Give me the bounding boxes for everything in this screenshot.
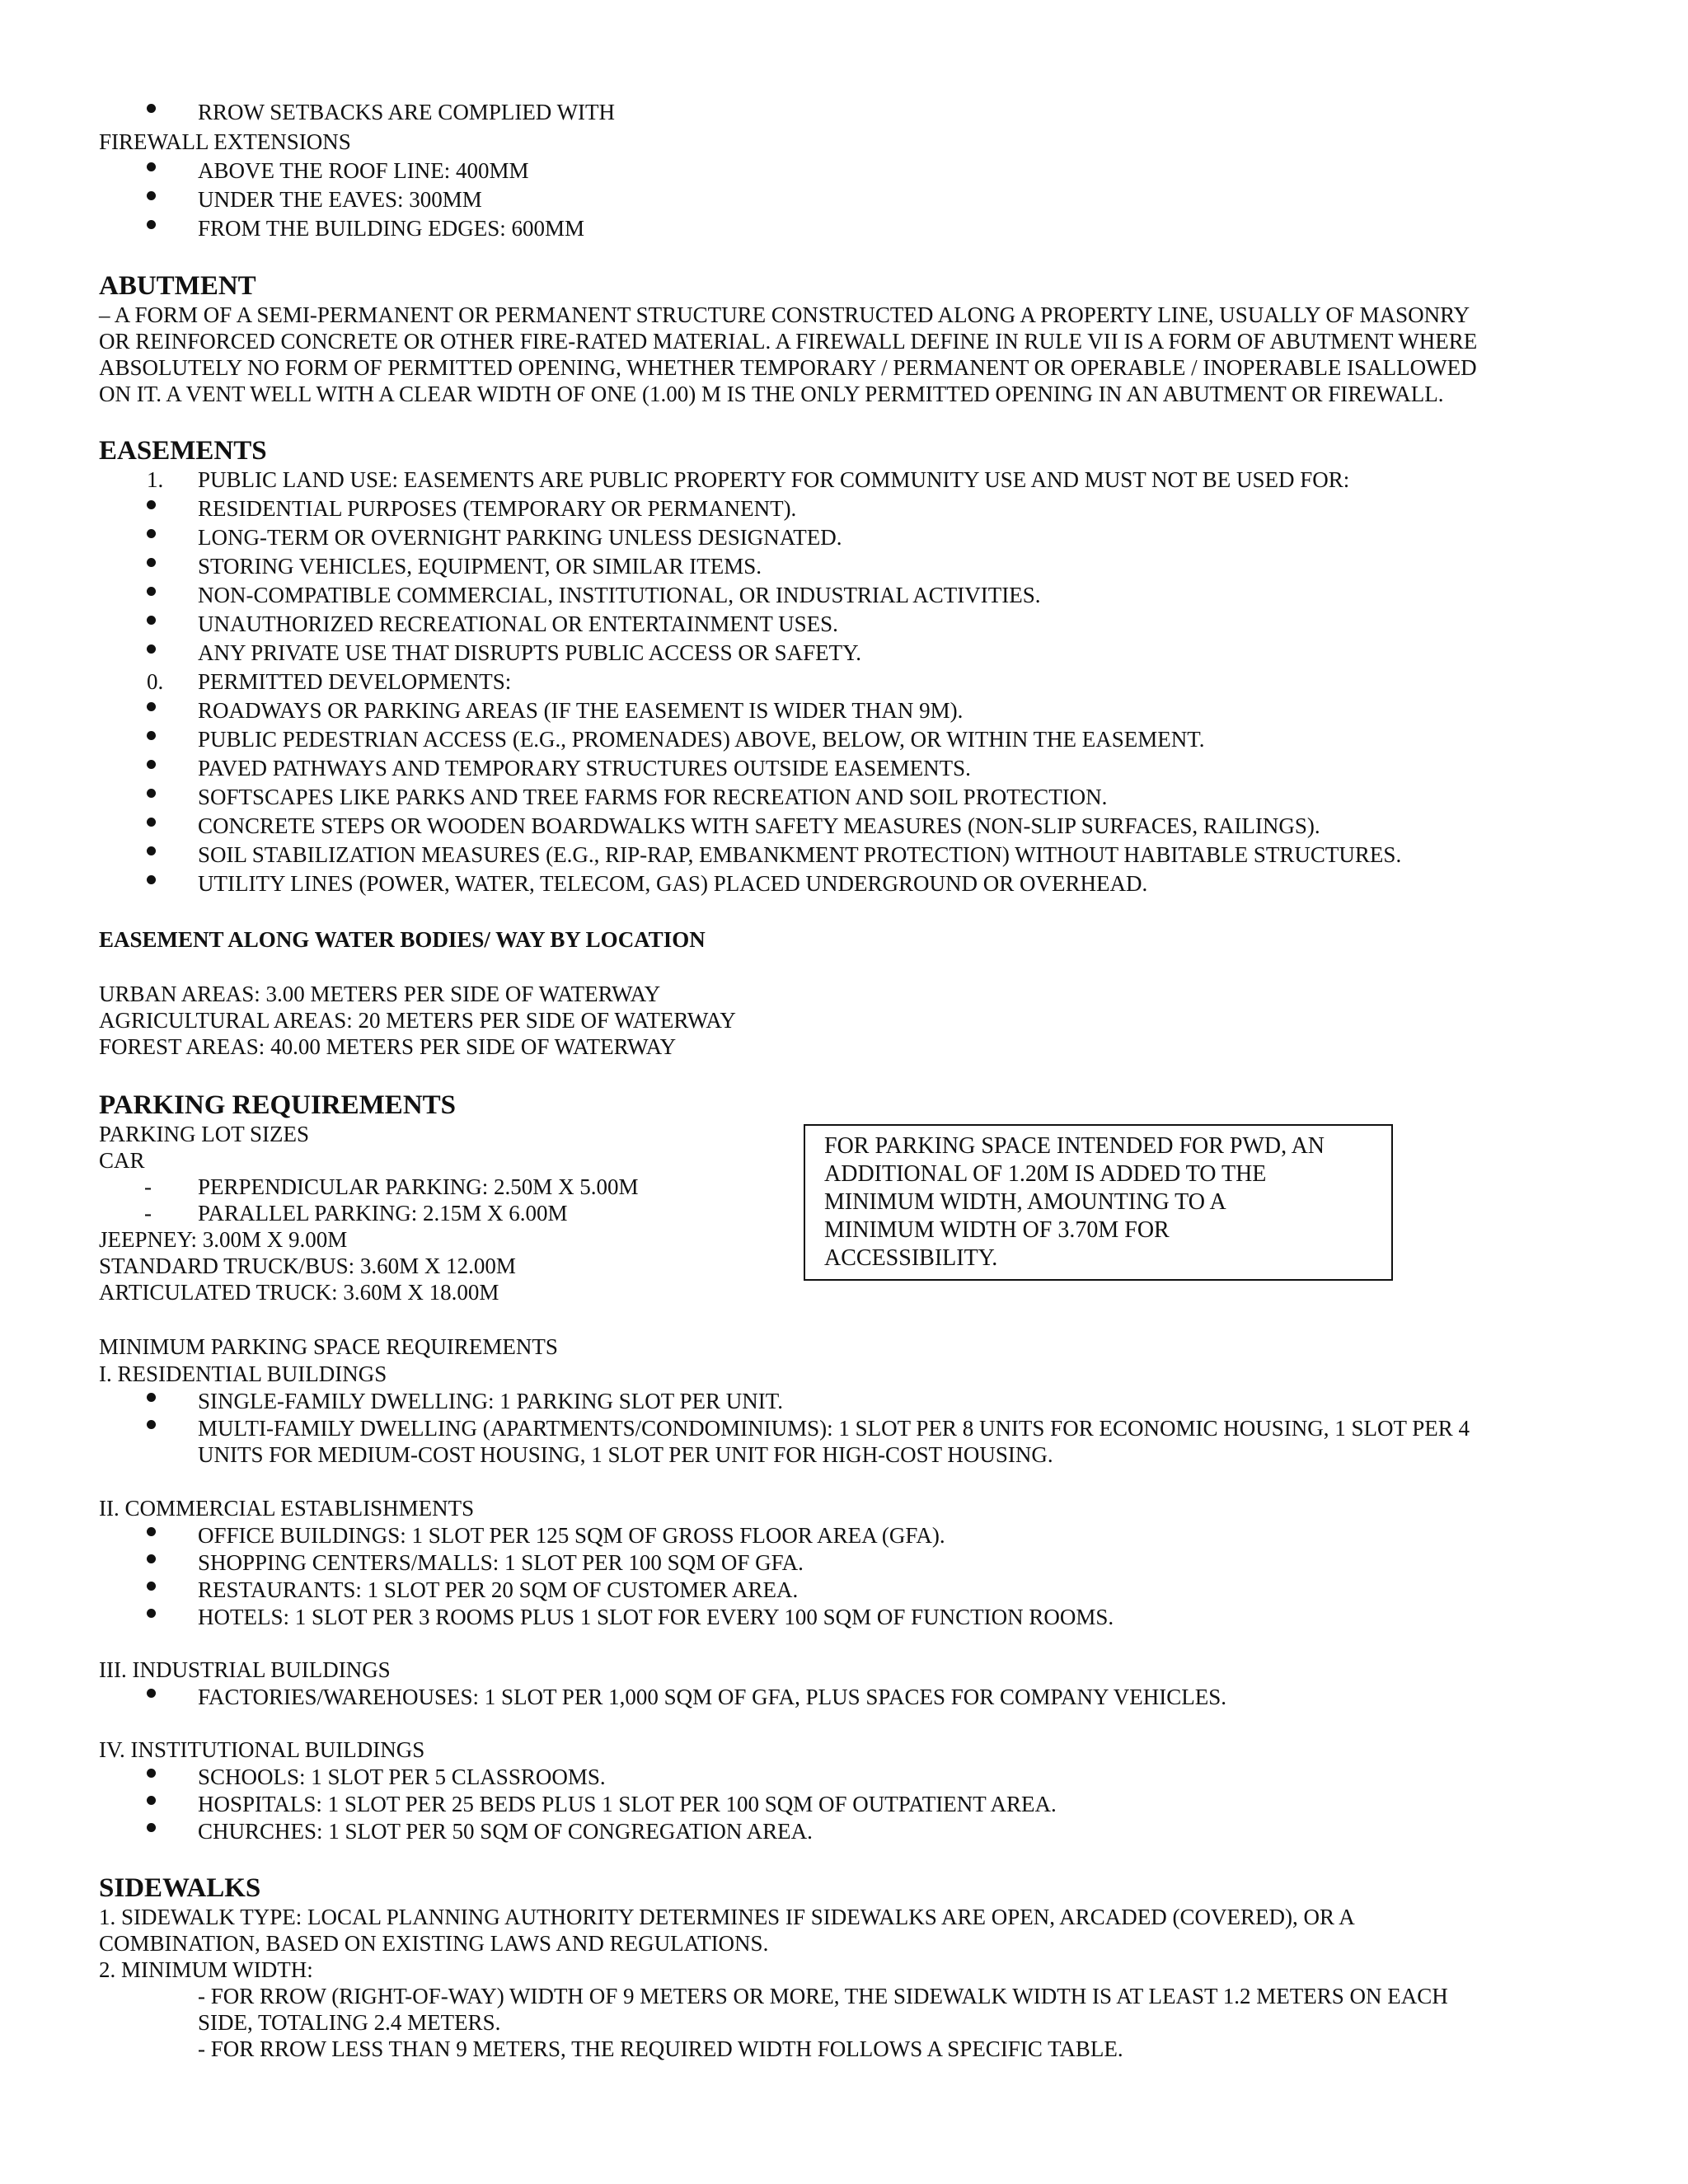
list-item: SHOPPING CENTERS/MALLS: 1 SLOT PER 100 SQM OF GFA. — [198, 1550, 804, 1575]
list-item: NON-COMPATIBLE COMMERCIAL, INSTITUTIONAL, OR INDUSTRIAL ACTIVITIES. — [198, 583, 1041, 607]
bullet-icon — [147, 760, 156, 769]
water-easement-heading: EASEMENT ALONG WATER BODIES/ WAY BY LOCATION — [99, 927, 706, 952]
vehicle-size-line: STANDARD TRUCK/BUS: 3.60M X 12.00M — [99, 1254, 516, 1278]
bullet-icon — [147, 104, 156, 113]
bullet-icon — [147, 616, 156, 625]
bullet-icon — [147, 1769, 156, 1778]
firewall-item: ABOVE THE ROOF LINE: 400MM — [198, 158, 529, 183]
list-item: CHURCHES: 1 SLOT PER 50 SQM OF CONGREGATION AREA. — [198, 1819, 813, 1844]
firewall-item: UNDER THE EAVES: 300MM — [198, 187, 482, 212]
bullet-icon — [147, 702, 156, 711]
bullet-icon — [147, 220, 156, 229]
list-item: SOIL STABILIZATION MEASURES (E.G., RIP-RAP, EMBANKMENT PROTECTION) WITHOUT HABITABLE STRUCTURES. — [198, 842, 1402, 867]
list-item: OFFICE BUILDINGS: 1 SLOT PER 125 SQM OF GROSS FLOOR AREA (GFA). — [198, 1523, 945, 1548]
bullet-icon — [147, 162, 156, 171]
bullet-icon — [147, 731, 156, 740]
commercial-title: II. COMMERCIAL ESTABLISHMENTS — [99, 1496, 475, 1521]
bullet-icon — [147, 1582, 156, 1591]
list-item: MULTI-FAMILY DWELLING (APARTMENTS/CONDOMINIUMS): 1 SLOT PER 8 UNITS FOR ECONOMIC HOUSING, 1 SLOT PER 4 — [198, 1416, 1470, 1441]
list-number: 0. — [147, 669, 164, 694]
bullet-icon — [147, 1527, 156, 1536]
parking-heading: PARKING REQUIREMENTS — [99, 1090, 457, 1120]
sidewalks-heading: SIDEWALKS — [99, 1873, 261, 1903]
list-item: SCHOOLS: 1 SLOT PER 5 CLASSROOMS. — [198, 1765, 606, 1789]
pwd-note-line: FOR PARKING SPACE INTENDED FOR PWD, AN — [824, 1133, 1325, 1159]
bullet-icon — [147, 558, 156, 567]
sidewalk-sub-line: SIDE, TOTALING 2.4 METERS. — [198, 2010, 501, 2035]
industrial-title: III. INDUSTRIAL BUILDINGS — [99, 1657, 391, 1682]
firewall-item: FROM THE BUILDING EDGES: 600MM — [198, 216, 585, 241]
bullet-icon — [147, 1796, 156, 1805]
bullet-icon — [147, 818, 156, 827]
easements-heading: EASEMENTS — [99, 436, 267, 466]
easement-item-permitted: PERMITTED DEVELOPMENTS: — [198, 669, 512, 694]
list-item: ANY PRIVATE USE THAT DISRUPTS PUBLIC ACCESS OR SAFETY. — [198, 640, 861, 665]
vehicle-size-line: JEEPNEY: 3.00M X 9.00M — [99, 1227, 348, 1252]
sidewalk-text-line: 1. SIDEWALK TYPE: LOCAL PLANNING AUTHORITY DETERMINES IF SIDEWALKS ARE OPEN, ARCADED (COVERED), OR A — [99, 1905, 1355, 1929]
list-item: CONCRETE STEPS OR WOODEN BOARDWALKS WITH SAFETY MEASURES (NON-SLIP SURFACES, RAILINGS). — [198, 813, 1320, 838]
bullet-icon — [147, 500, 156, 509]
car-label: CAR — [99, 1148, 145, 1173]
firewall-extensions-title: FIREWALL EXTENSIONS — [99, 129, 351, 154]
list-item: PAVED PATHWAYS AND TEMPORARY STRUCTURES OUTSIDE EASEMENTS. — [198, 756, 971, 780]
parking-lot-sizes-label: PARKING LOT SIZES — [99, 1122, 310, 1146]
list-item: UNAUTHORIZED RECREATIONAL OR ENTERTAINMENT USES. — [198, 612, 838, 636]
list-item: SINGLE-FAMILY DWELLING: 1 PARKING SLOT PER UNIT. — [198, 1389, 784, 1413]
pwd-note-line: ACCESSIBILITY. — [824, 1245, 998, 1271]
bullet-icon — [147, 529, 156, 538]
list-item: ROADWAYS OR PARKING AREAS (IF THE EASEMENT IS WIDER THAN 9M). — [198, 698, 964, 723]
sidewalk-text-line: COMBINATION, BASED ON EXISTING LAWS AND REGULATIONS. — [99, 1931, 769, 1956]
dash-marker: - — [144, 1201, 152, 1226]
sidewalk-sub-line: - FOR RROW LESS THAN 9 METERS, THE REQUIRED WIDTH FOLLOWS A SPECIFIC TABLE. — [198, 2036, 1123, 2061]
bullet-icon — [147, 587, 156, 596]
bullet-icon — [147, 1689, 156, 1698]
abutment-text-line: ON IT. A VENT WELL WITH A CLEAR WIDTH OF ONE (1.00) M IS THE ONLY PERMITTED OPENING IN AN ABUTMENT OR FIREWALL. — [99, 382, 1444, 406]
min-parking-title: MINIMUM PARKING SPACE REQUIREMENTS — [99, 1334, 558, 1359]
bullet-icon — [147, 1420, 156, 1429]
dash-marker: - — [144, 1174, 152, 1199]
abutment-heading: ABUTMENT — [99, 271, 256, 301]
list-item: UTILITY LINES (POWER, WATER, TELECOM, GAS) PLACED UNDERGROUND OR OVERHEAD. — [198, 871, 1148, 896]
list-item: FACTORIES/WAREHOUSES: 1 SLOT PER 1,000 SQM OF GFA, PLUS SPACES FOR COMPANY VEHICLES. — [198, 1685, 1227, 1709]
bullet-icon — [147, 789, 156, 798]
list-item: STORING VEHICLES, EQUIPMENT, OR SIMILAR ITEMS. — [198, 554, 762, 579]
bullet-icon — [147, 644, 156, 654]
sidewalk-text-line: 2. MINIMUM WIDTH: — [99, 1957, 313, 1982]
water-easement-line: AGRICULTURAL AREAS: 20 METERS PER SIDE OF WATERWAY — [99, 1008, 736, 1033]
list-item: PUBLIC PEDESTRIAN ACCESS (E.G., PROMENADES) ABOVE, BELOW, OR WITHIN THE EASEMENT. — [198, 727, 1205, 752]
bullet-icon — [147, 846, 156, 855]
bullet-icon — [147, 1554, 156, 1563]
list-item: RESIDENTIAL PURPOSES (TEMPORARY OR PERMANENT). — [198, 496, 797, 521]
abutment-text-line: – A FORM OF A SEMI-PERMANENT OR PERMANENT STRUCTURE CONSTRUCTED ALONG A PROPERTY LINE, USUALLY OF MASONRY — [99, 302, 1470, 327]
water-easement-line: URBAN AREAS: 3.00 METERS PER SIDE OF WATERWAY — [99, 982, 661, 1006]
bullet-icon — [147, 1393, 156, 1402]
institutional-title: IV. INSTITUTIONAL BUILDINGS — [99, 1737, 425, 1762]
pwd-note-line: MINIMUM WIDTH, AMOUNTING TO A — [824, 1189, 1226, 1215]
car-size-item: PERPENDICULAR PARKING: 2.50M X 5.00M — [198, 1174, 639, 1199]
vehicle-size-line: ARTICULATED TRUCK: 3.60M X 18.00M — [99, 1280, 499, 1305]
bullet-icon — [147, 1609, 156, 1618]
pwd-note-line: MINIMUM WIDTH OF 3.70M FOR — [824, 1217, 1170, 1243]
list-item: HOSPITALS: 1 SLOT PER 25 BEDS PLUS 1 SLOT PER 100 SQM OF OUTPATIENT AREA. — [198, 1792, 1057, 1816]
list-item: LONG-TERM OR OVERNIGHT PARKING UNLESS DESIGNATED. — [198, 525, 842, 550]
water-easement-line: FOREST AREAS: 40.00 METERS PER SIDE OF WATERWAY — [99, 1034, 677, 1059]
abutment-text-line: ABSOLUTELY NO FORM OF PERMITTED OPENING, WHETHER TEMPORARY / PERMANENT OR OPERABLE / INOPERABLE ISALLOWED — [99, 355, 1477, 380]
rrow-setback-item: RROW SETBACKS ARE COMPLIED WITH — [198, 100, 616, 124]
bullet-icon — [147, 191, 156, 200]
car-size-item: PARALLEL PARKING: 2.15M X 6.00M — [198, 1201, 568, 1226]
bullet-icon — [147, 875, 156, 884]
list-item: SOFTSCAPES LIKE PARKS AND TREE FARMS FOR RECREATION AND SOIL PROTECTION. — [198, 785, 1108, 809]
list-item: RESTAURANTS: 1 SLOT PER 20 SQM OF CUSTOMER AREA. — [198, 1577, 799, 1602]
pwd-note-line: ADDITIONAL OF 1.20M IS ADDED TO THE — [824, 1161, 1267, 1187]
list-number: 1. — [147, 467, 164, 492]
easement-item-public-land-use: PUBLIC LAND USE: EASEMENTS ARE PUBLIC PROPERTY FOR COMMUNITY USE AND MUST NOT BE USED FOR: — [198, 467, 1350, 492]
list-item: HOTELS: 1 SLOT PER 3 ROOMS PLUS 1 SLOT FOR EVERY 100 SQM OF FUNCTION ROOMS. — [198, 1605, 1114, 1629]
list-item-continuation: UNITS FOR MEDIUM-COST HOUSING, 1 SLOT PER UNIT FOR HIGH-COST HOUSING. — [198, 1442, 1053, 1467]
abutment-text-line: OR REINFORCED CONCRETE OR OTHER FIRE-RATED MATERIAL. A FIREWALL DEFINE IN RULE VII IS A FORM OF ABUTMENT WHERE — [99, 329, 1478, 354]
sidewalk-sub-line: - FOR RROW (RIGHT-OF-WAY) WIDTH OF 9 METERS OR MORE, THE SIDEWALK WIDTH IS AT LEAST 1.2 METERS ON EACH — [198, 1984, 1448, 2008]
residential-title: I. RESIDENTIAL BUILDINGS — [99, 1361, 387, 1386]
bullet-icon — [147, 1823, 156, 1832]
